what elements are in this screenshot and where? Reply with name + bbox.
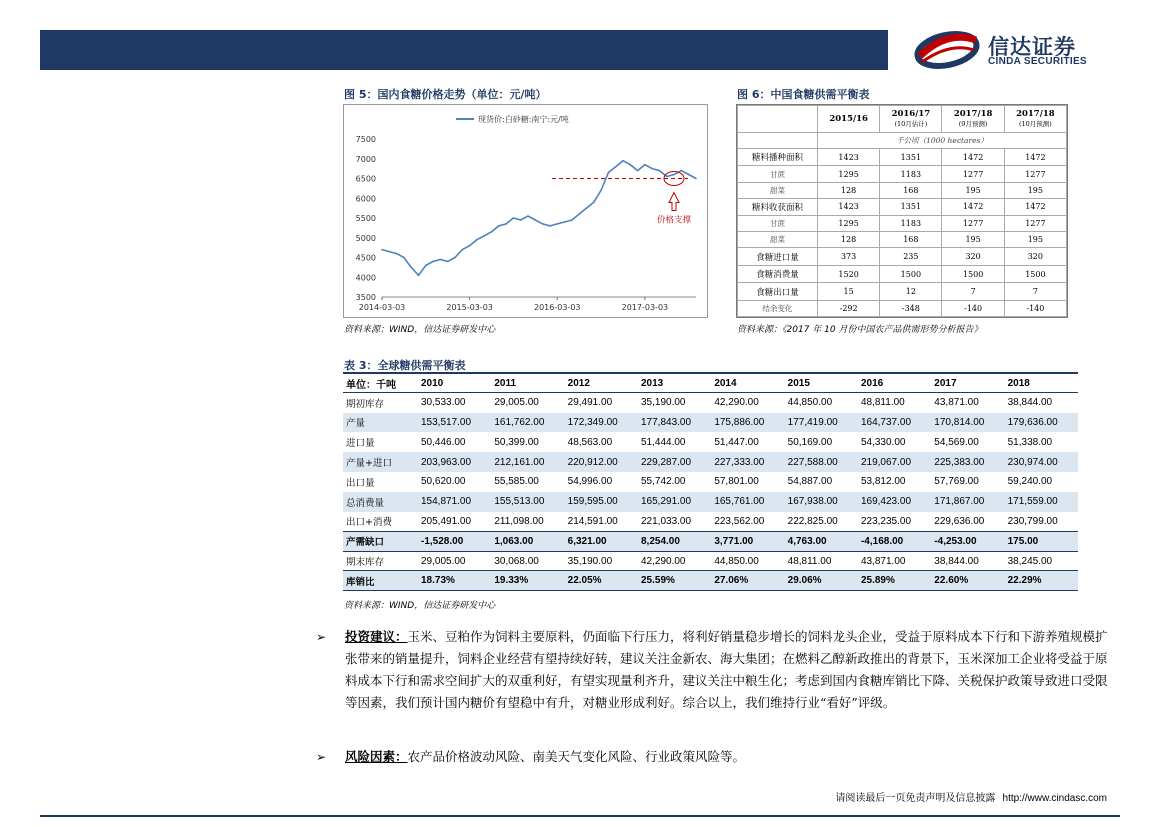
table3-cell: 230,799.00 [1007,515,1058,527]
table3-cell: 165,761.00 [711,492,784,512]
y-tick-label: 4500 [355,253,376,263]
table3-cell: 221,033.00 [640,515,692,527]
price-point [542,223,544,225]
table6-cell: 1183 [880,166,942,182]
table3-cell: 51,338.00 [1007,436,1053,448]
table6-cell: 15 [817,283,879,300]
table3-cell: 171,559.00 [1005,492,1078,512]
table3-row [343,452,1078,472]
table6-row-label: 糖料播种面积 [738,149,818,166]
table3-cell: 35,190.00 [567,555,613,567]
table3-cell: 50,620.00 [421,476,466,488]
y-tick-label: 6500 [355,174,376,184]
table6-row [738,248,1067,265]
table3-year-header: 2012 [565,373,638,393]
table6-cell: -292 [817,300,879,316]
table3-title: 表 3：全球糖供需平衡表 [344,359,466,372]
table3-cell: 177,419.00 [785,413,858,433]
table3-cell: 220,912.00 [565,452,638,472]
table3-cell: 25.59% [638,571,711,591]
table3-cell: 43,871.00 [934,397,979,409]
legend-label: 现货价:白砂糖:南宁:元/吨 [478,115,569,124]
price-point [447,261,449,263]
price-point [432,261,434,263]
table6-cell: 1183 [880,216,942,232]
table6-cell: 1277 [1004,216,1066,232]
price-point [498,225,500,227]
table3-cell: 225,383.00 [931,452,1004,472]
china-sugar-balance-grid [737,105,1067,317]
table6-cell: 1472 [1004,149,1066,166]
table3-cell: 30,068.00 [494,555,539,567]
table6-row [738,265,1067,282]
table3-cell: 22.29% [1005,571,1078,591]
y-tick-label: 5000 [355,233,376,243]
price-point [389,251,391,253]
price-point [608,172,610,174]
logo-text-en: CINDA SECURITIES [988,56,1087,67]
table3-cell: 54,887.00 [787,476,833,488]
x-tick-label: 2017-03-03 [621,303,669,312]
price-series-line [382,161,696,276]
table6-row [738,182,1067,198]
china-sugar-balance-table [736,104,1068,318]
table3-cell: 4,763.00 [785,531,858,551]
price-point [381,249,383,251]
table6-cell: 1277 [942,166,1004,182]
table6-col-header: 2017/18 (9月预测) [942,106,1004,133]
table3-year-header: 2018 [1005,373,1078,393]
table6-cell: 1351 [880,149,942,166]
table3-cell: 55,742.00 [640,476,686,488]
y-tick-label: 5500 [355,214,376,223]
table3-cell: 25.89% [858,571,931,591]
price-point [440,259,442,261]
table6-cell: 1295 [817,216,879,232]
table6-row [738,149,1067,166]
table6-cell: 195 [942,182,1004,198]
table3-cell: 179,636.00 [1005,413,1078,433]
price-point [483,235,485,237]
table3-cell: 227,588.00 [785,452,858,472]
table6-cell: 1472 [1004,198,1066,215]
cinda-logo [912,28,1112,72]
price-point [396,253,398,255]
table3-cell: -4,253.00 [931,531,1004,551]
risk-factors-paragraph [316,746,1111,768]
price-point [410,267,412,269]
table6-row-label: 结余变化 [738,300,818,316]
table3-cell: 161,762.00 [491,413,564,433]
table3-cell: -1,528.00 [418,531,491,551]
table6-cell: 128 [817,182,879,198]
price-point [615,166,617,168]
table6-row [738,232,1067,248]
table3-row [343,492,1078,512]
table3-cell: 38,844.00 [934,555,979,567]
table3-cell: 219,067.00 [858,452,931,472]
table3-row [343,512,1078,532]
price-point [637,170,639,172]
table6-row-label: 食糖出口量 [738,283,818,300]
page-footer [835,789,1107,804]
table6-cell: -140 [942,300,1004,316]
table3-cell: 48,811.00 [860,397,905,409]
table6-row-label: 食糖消费量 [738,265,818,282]
table6-row [738,300,1067,316]
table3-cell: 50,169.00 [787,436,833,448]
table3-row-label: 总消费量 [343,492,418,512]
table3-year-header: 2017 [931,373,1004,393]
table6-row [738,216,1067,232]
price-point [418,274,420,276]
table3-cell: 212,161.00 [491,452,564,472]
sugar-price-chart-svg [344,105,707,317]
table6-cell: 320 [1004,248,1066,265]
table3-cell: 35,190.00 [640,397,686,409]
footer-disclaimer: 请阅读最后一页免责声明及信息披露 [835,793,996,804]
figure6-title: 图 6：中国食糖供需平衡表 [737,88,870,101]
risk-factors-label: 风险因素： [345,749,408,764]
table3-cell: 230,974.00 [1005,452,1078,472]
table3-row-label: 进口量 [346,438,375,450]
table3-cell: 44,850.00 [787,397,833,409]
table3-cell: 229,636.00 [934,515,985,527]
table3-row [343,432,1078,452]
table3-cell: 19.33% [491,571,564,591]
table6-row [738,166,1067,182]
table3-cell: 29,005.00 [421,555,466,567]
table3-cell: -4,168.00 [858,531,931,551]
table3-cell: 205,491.00 [421,515,472,527]
table3-cell: 57,769.00 [934,476,979,488]
table3-cell: 22.60% [931,571,1004,591]
investment-advice-paragraph [316,626,1111,714]
table6-cell: 1472 [942,198,1004,215]
table3-cell: 59,240.00 [1007,476,1053,488]
table3-cell: 229,287.00 [638,452,711,472]
table6-cell: 1500 [1004,265,1066,282]
figure5-source: 资料来源：WIND，信达证券研发中心 [344,325,496,335]
table3-row [343,393,1078,413]
table3-cell: 30,533.00 [421,397,466,409]
support-arrow-icon [669,193,679,211]
table3-cell: 8,254.00 [638,531,711,551]
table3-cell: 153,517.00 [418,413,491,433]
price-point [491,231,493,233]
table3-row-label: 期末库存 [346,557,385,569]
table3-cell: 3,771.00 [711,531,784,551]
table3-row [343,413,1078,433]
table3-cell: 6,321.00 [565,531,638,551]
table6-cell: 168 [880,182,942,198]
table6-cell: 1351 [880,198,942,215]
table3-row-label: 产量 [343,413,418,433]
price-point [681,170,683,172]
table6-cell: 1277 [1004,166,1066,182]
price-point [666,176,668,178]
table6-cell: 1520 [817,265,879,282]
table6-row-label: 糖料收获面积 [738,198,818,215]
price-point [403,257,405,259]
price-point [535,219,537,221]
figure6-source: 资料来源：《2017 年 10 月份中国农产品供需形势分析报告》 [737,325,983,335]
table6-row-label: 甘蔗 [738,166,818,182]
cinda-swirl-icon [912,28,982,72]
price-point [593,201,595,203]
table6-cell: -140 [1004,300,1066,316]
table3-cell: 170,814.00 [931,413,1004,433]
price-point [527,215,529,217]
table3-cell: 154,871.00 [418,492,491,512]
table6-cell: 195 [942,232,1004,248]
support-annotation: 价格支撑 [656,215,692,226]
table3-cell: 211,098.00 [494,515,544,527]
table3-year-header: 2014 [711,373,784,393]
price-point [462,249,464,251]
table3-cell: 223,562.00 [714,515,765,527]
table3-cell: 53,812.00 [860,476,906,488]
table6-row [738,198,1067,215]
table3-cell: 22.05% [565,571,638,591]
table3-cell: 54,569.00 [934,436,979,448]
table3-cell: 44,850.00 [714,555,759,567]
table6-row-label: 食糖进口量 [738,248,818,265]
table3-year-header: 2016 [858,373,931,393]
table3-row-label: 产需缺口 [343,531,418,551]
table3-cell: 48,563.00 [567,436,613,448]
price-point [586,207,588,209]
y-tick-label: 6000 [355,194,376,204]
table6-cell: 1423 [817,198,879,215]
table6-cell: 373 [817,248,879,265]
table3-cell: 27.06% [711,571,784,591]
table3-cell: 55,585.00 [494,476,539,488]
table3-cell: 171,867.00 [931,492,1004,512]
price-point [629,164,631,166]
table6-cell: 195 [1004,182,1066,198]
table3-cell: 222,825.00 [787,515,838,527]
table3-unit-header: 单位：千吨 [343,373,418,393]
table6-row [738,283,1067,300]
table6-cell: 168 [880,232,942,248]
price-point [600,190,602,192]
table6-unit-row: 千公顷（1000 hectares） [817,132,1066,148]
y-tick-label: 7500 [355,135,376,144]
figure5-title: 图 5：国内食糖价格走势（单位：元/吨） [344,88,547,101]
price-point [454,257,456,259]
x-tick-label: 2014-03-03 [358,303,406,312]
table6-cell: 12 [880,283,942,300]
table6-cell: 320 [942,248,1004,265]
table6-row-label: 甜菜 [738,182,818,198]
y-tick-label: 4000 [355,273,376,283]
table3-cell: 164,737.00 [858,413,931,433]
table6-corner [738,106,818,133]
bullet-icon: ➢ [316,630,327,644]
table3-row [343,571,1078,591]
table6-col-header: 2015/16 [817,106,879,133]
table3-row [343,472,1078,492]
price-point [564,221,566,223]
table3-cell: 43,871.00 [860,555,906,567]
table6-row-label: 甘蔗 [738,216,818,232]
table3-cell: 51,447.00 [714,436,759,448]
price-point [476,239,478,241]
table3-row-label: 出口+消费 [346,517,392,529]
table3-cell: 42,290.00 [714,397,759,409]
table6-cell: 128 [817,232,879,248]
table6-cell: -348 [880,300,942,316]
table3-cell: 175,886.00 [711,413,784,433]
table3-cell: 214,591.00 [567,515,618,527]
y-tick-label: 3500 [355,293,376,302]
y-tick-label: 7000 [355,154,376,164]
price-point [695,178,697,180]
table3-cell: 51,444.00 [640,436,686,448]
table3-cell: 175.00 [1005,531,1078,551]
x-tick-label: 2016-03-03 [534,303,581,312]
table6-cell: 235 [880,248,942,265]
table3-row-label: 期初库存 [346,398,385,410]
table3-cell: 29,005.00 [494,397,539,409]
table3-cell: 29.06% [785,571,858,591]
table3-row [343,531,1078,551]
price-point [520,219,522,221]
table3-cell: 38,844.00 [1007,397,1053,409]
table3-cell: 155,513.00 [491,492,564,512]
table3-cell: 177,843.00 [638,413,711,433]
footer-url-link[interactable]: http://www.cindasc.com [1002,793,1107,804]
table3-cell: 57,801.00 [714,476,759,488]
bullet-icon: ➢ [316,750,327,764]
table3-cell: 223,235.00 [860,515,912,527]
table3-source: 资料来源：WIND，信达证券研发中心 [344,601,496,611]
price-point [688,174,690,176]
table6-row-label: 甜菜 [738,232,818,248]
price-point [513,217,515,219]
table6-cell: 7 [942,283,1004,300]
table6-cell: 1423 [817,149,879,166]
x-tick-label: 2015-03-03 [446,303,493,312]
price-point [644,164,646,166]
table6-col-header: 2017/18 (10月预测) [1004,106,1066,133]
logo-text-cn: 信达证券 [988,35,1076,59]
global-sugar-balance-table [343,372,1078,591]
table3-year-header: 2015 [785,373,858,393]
table3-cell: 172,349.00 [565,413,638,433]
table3-year-header: 2013 [638,373,711,393]
table3-row-label: 库销比 [343,571,418,591]
table6-cell: 7 [1004,283,1066,300]
price-point [578,213,580,215]
table3-cell: 159,595.00 [565,492,638,512]
table6-cell: 1472 [942,149,1004,166]
table3-row-label: 产量+进口 [343,452,418,472]
table3-cell: 54,330.00 [860,436,906,448]
table3-cell: 169,423.00 [858,492,931,512]
table6-cell: 195 [1004,232,1066,248]
table6-cell: 1500 [942,265,1004,282]
sugar-price-chart [343,104,708,318]
table3-cell: 203,963.00 [418,452,491,472]
price-point [469,245,471,247]
price-point [659,170,661,172]
table3-cell: 54,996.00 [567,476,613,488]
table3-cell: 50,399.00 [494,436,539,448]
footer-line [40,815,1120,817]
price-point [556,223,558,225]
investment-advice-label: 投资建议： [345,629,408,644]
table6-col-header: 2016/17 (10月估计) [880,106,942,133]
price-point [651,168,653,170]
price-point [425,265,427,267]
price-point [622,160,624,162]
table3-cell: 227,333.00 [711,452,784,472]
table3-cell: 42,290.00 [640,555,686,567]
table3-row [343,551,1078,571]
table3-row-label: 出口量 [346,477,375,489]
table6-cell: 1295 [817,166,879,182]
table3-cell: 165,291.00 [638,492,711,512]
table6-cell: 1500 [880,265,942,282]
table3-year-header: 2010 [418,373,491,393]
investment-advice-text: 玉米、豆粕作为饲料主要原料，仍面临下行压力，将利好销量稳步增长的饲料龙头企业，受益于原料成本下行和下游养殖规模扩张带来的销量提升，饲料企业经营有望持续好转，建议关注金新农、海大集团；在燃料乙醇新政推出的背景下，玉米深加工企业将受益于原料成本下行和需求空间扩大的双重利好，有望实现量利齐升，建议关注中粮生化；考虑到国内食糖库销比下降、关税保护政策导致进口受限等因素，我们预计国内糖价有望稳中有升，对糖业形成利好。综合以上，我们维持行业“看好”评级。 [345,629,1108,710]
table3-cell: 48,811.00 [787,555,832,567]
table3-cell: 50,446.00 [421,436,466,448]
price-point [549,225,551,227]
table6-cell: 1277 [942,216,1004,232]
table3-cell: 38,245.00 [1007,555,1053,567]
table3-cell: 167,938.00 [785,492,858,512]
table3-cell: 29,491.00 [567,397,613,409]
table3-year-header: 2011 [491,373,564,393]
price-point [571,219,573,221]
risk-factors-text: 农产品价格波动风险、南美天气变化风险、行业政策风险等。 [407,749,746,764]
table3-cell: 1,063.00 [491,531,564,551]
table3-cell: 18.73% [418,571,491,591]
price-point [505,223,507,225]
header-bar [40,30,888,70]
price-point [673,174,675,176]
